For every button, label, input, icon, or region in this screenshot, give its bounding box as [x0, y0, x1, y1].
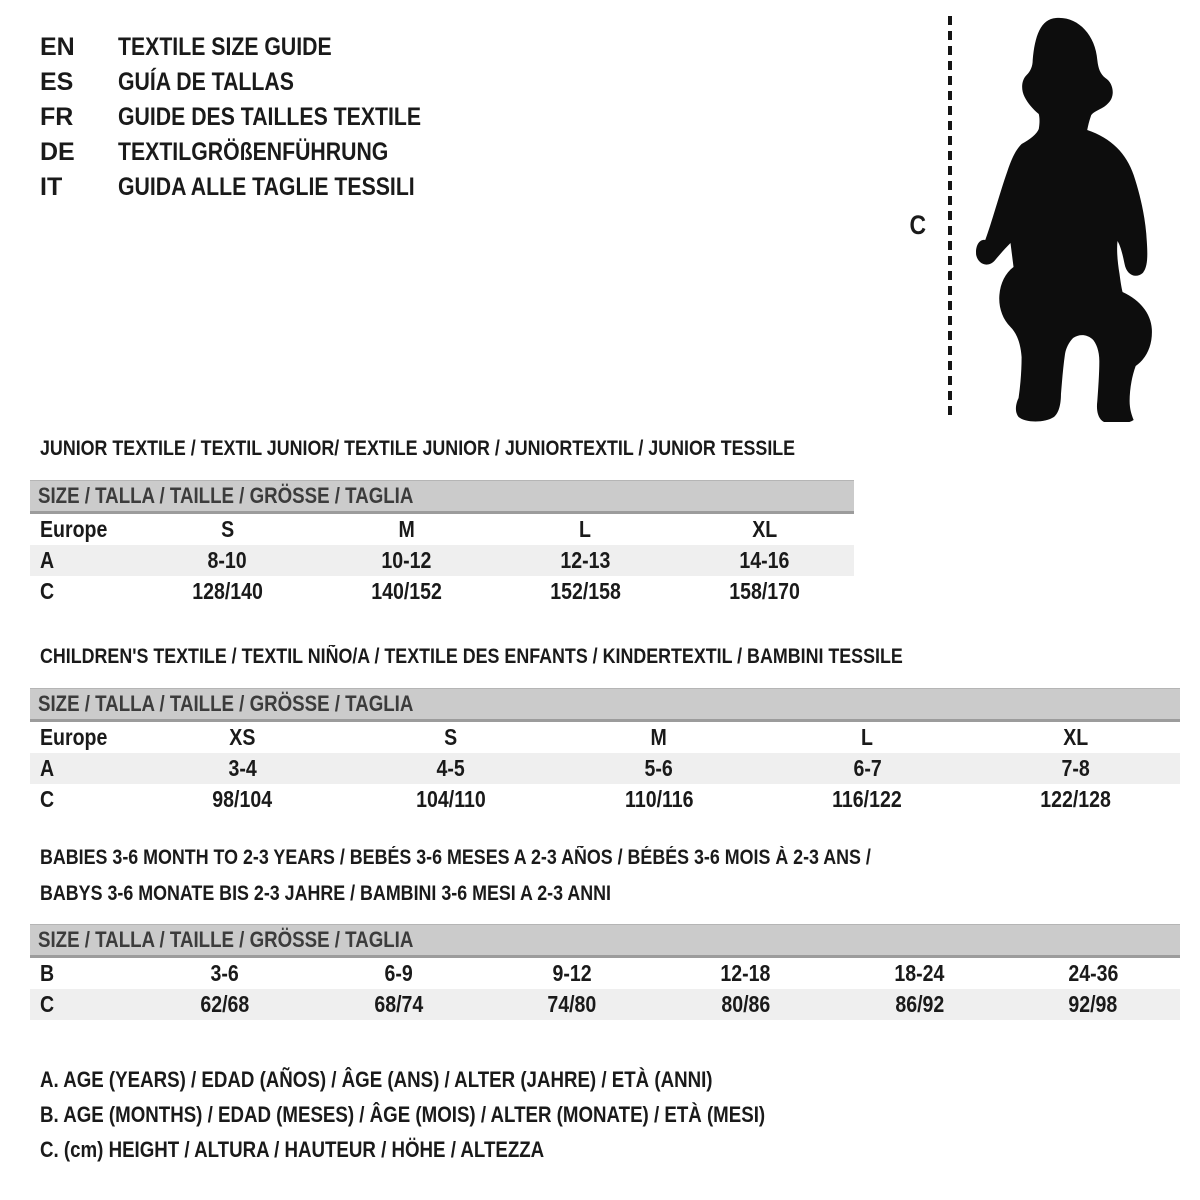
- age-cell: 3-4: [228, 755, 257, 781]
- language-code: EN: [40, 33, 75, 61]
- height-cell: 158/170: [729, 578, 800, 604]
- age-cell: 24-36: [1068, 960, 1119, 986]
- age-cell: 6-7: [853, 755, 882, 781]
- table-row-height: [30, 784, 1180, 815]
- guide-title-en: TEXTILE SIZE GUIDE: [118, 33, 332, 61]
- size-cell: XL: [1063, 724, 1089, 750]
- language-row-fr: [40, 100, 475, 135]
- children-size-table: [30, 688, 1180, 815]
- language-code: FR: [40, 103, 74, 131]
- age-cell: 3-6: [210, 960, 239, 986]
- age-cell: 18-24: [894, 960, 945, 986]
- measure-legend: [40, 1064, 893, 1169]
- size-cell: L: [861, 724, 874, 750]
- language-title-list: [40, 30, 475, 205]
- language-code: DE: [40, 138, 75, 166]
- language-row-it: [40, 170, 475, 205]
- table-row-europe: [30, 722, 1180, 753]
- height-cell: 152/158: [550, 578, 621, 604]
- height-cell: 122/128: [1040, 786, 1112, 812]
- age-cell: 6-9: [384, 960, 413, 986]
- row-label: C: [40, 991, 55, 1017]
- babies-section-title: BABIES 3-6 MONTH TO 2-3 YEARS / BEBÉS 3-6 MESES A 2-3 AÑOS / BÉBÉS 3-6 MOIS À 2-3 ANS / BABYS 3-6 MONATE BIS 2-3 JAHRE / BAMBINI 3-6 MESI A 2-3 ANNI: [40, 846, 871, 905]
- babies-size-table: [30, 924, 1180, 1020]
- language-row-de: [40, 135, 475, 170]
- height-cell: 68/74: [374, 991, 423, 1017]
- size-cell: XL: [752, 516, 777, 542]
- height-cell: 140/152: [371, 578, 442, 604]
- height-cell: 86/92: [895, 991, 944, 1017]
- age-cell: 8-10: [207, 547, 248, 573]
- legend-height-cm: C. (cm) HEIGHT / ALTURA / HAUTEUR / HÖHE / ALTEZZA: [40, 1137, 545, 1162]
- size-cell: M: [398, 516, 415, 542]
- size-cell: S: [444, 724, 458, 750]
- age-cell: 12-18: [720, 960, 771, 986]
- size-header-bar: SIZE / TALLA / TAILLE / GRÖSSE / TAGLIA: [30, 480, 854, 514]
- height-cell: 110/116: [624, 786, 694, 812]
- height-cell: 74/80: [547, 991, 597, 1017]
- table-row-europe: [30, 514, 854, 545]
- height-cell: 116/122: [832, 786, 903, 812]
- table-row-age: [30, 753, 1180, 784]
- row-label: Europe: [40, 724, 108, 750]
- row-label: B: [40, 960, 55, 986]
- age-cell: 7-8: [1061, 755, 1090, 781]
- guide-title-es: GUÍA DE TALLAS: [118, 68, 294, 96]
- guide-title-it: GUIDA ALLE TAGLIE TESSILI: [118, 173, 415, 201]
- table-row-age-months: [30, 958, 1180, 989]
- language-row-es: [40, 65, 475, 100]
- age-cell: 12-13: [560, 547, 611, 573]
- legend-age-months: B. AGE (MONTHS) / EDAD (MESES) / ÂGE (MOIS) / ALTER (MONATE) / ETÀ (MESI): [40, 1102, 766, 1127]
- height-cell: 104/110: [415, 786, 486, 812]
- guide-title-fr: GUIDE DES TAILLES TEXTILE: [118, 103, 422, 131]
- height-cell: 128/140: [192, 578, 263, 604]
- table-row-height: [30, 576, 854, 607]
- row-label: C: [40, 786, 55, 812]
- row-label: C: [40, 578, 55, 604]
- size-header-bar: SIZE / TALLA / TAILLE / GRÖSSE / TAGLIA: [30, 688, 1180, 722]
- table-row-height: [30, 989, 1180, 1020]
- language-code: IT: [40, 173, 63, 201]
- guide-title-de: TEXTILGRÖßENFÜHRUNG: [118, 138, 389, 166]
- size-cell: XS: [229, 724, 256, 750]
- height-cell: 92/98: [1068, 991, 1118, 1017]
- age-cell: 5-6: [644, 755, 674, 781]
- junior-size-table: [30, 480, 854, 607]
- row-label: A: [40, 547, 55, 573]
- height-dashed-line: [948, 16, 952, 418]
- age-cell: 4-5: [436, 755, 465, 781]
- height-cell: 98/104: [212, 786, 273, 812]
- language-code: ES: [40, 68, 74, 96]
- height-measure-label: C: [909, 210, 927, 240]
- legend-age-years: A. AGE (YEARS) / EDAD (AÑOS) / ÂGE (ANS) / ALTER (JAHRE) / ETÀ (ANNI): [40, 1067, 713, 1092]
- row-label: A: [40, 755, 55, 781]
- children-section-title: CHILDREN'S TEXTILE / TEXTIL NIÑO/A / TEXTILE DES ENFANTS / KINDERTEXTIL / BAMBINI TESSILE: [40, 645, 903, 668]
- height-cell: 62/68: [200, 991, 250, 1017]
- junior-section-title: JUNIOR TEXTILE / TEXTIL JUNIOR/ TEXTILE JUNIOR / JUNIORTEXTIL / JUNIOR TESSILE: [40, 437, 796, 460]
- age-cell: 14-16: [739, 547, 790, 573]
- language-row-en: [40, 30, 475, 65]
- row-label: Europe: [40, 516, 108, 542]
- table-row-age: [30, 545, 854, 576]
- size-cell: S: [220, 516, 235, 542]
- age-cell: 10-12: [381, 547, 432, 573]
- age-cell: 9-12: [552, 960, 592, 986]
- toddler-silhouette-icon: [958, 12, 1170, 422]
- size-header-bar: SIZE / TALLA / TAILLE / GRÖSSE / TAGLIA: [30, 924, 1180, 958]
- size-cell: L: [579, 516, 592, 542]
- height-cell: 80/86: [721, 991, 771, 1017]
- size-cell: M: [650, 724, 668, 750]
